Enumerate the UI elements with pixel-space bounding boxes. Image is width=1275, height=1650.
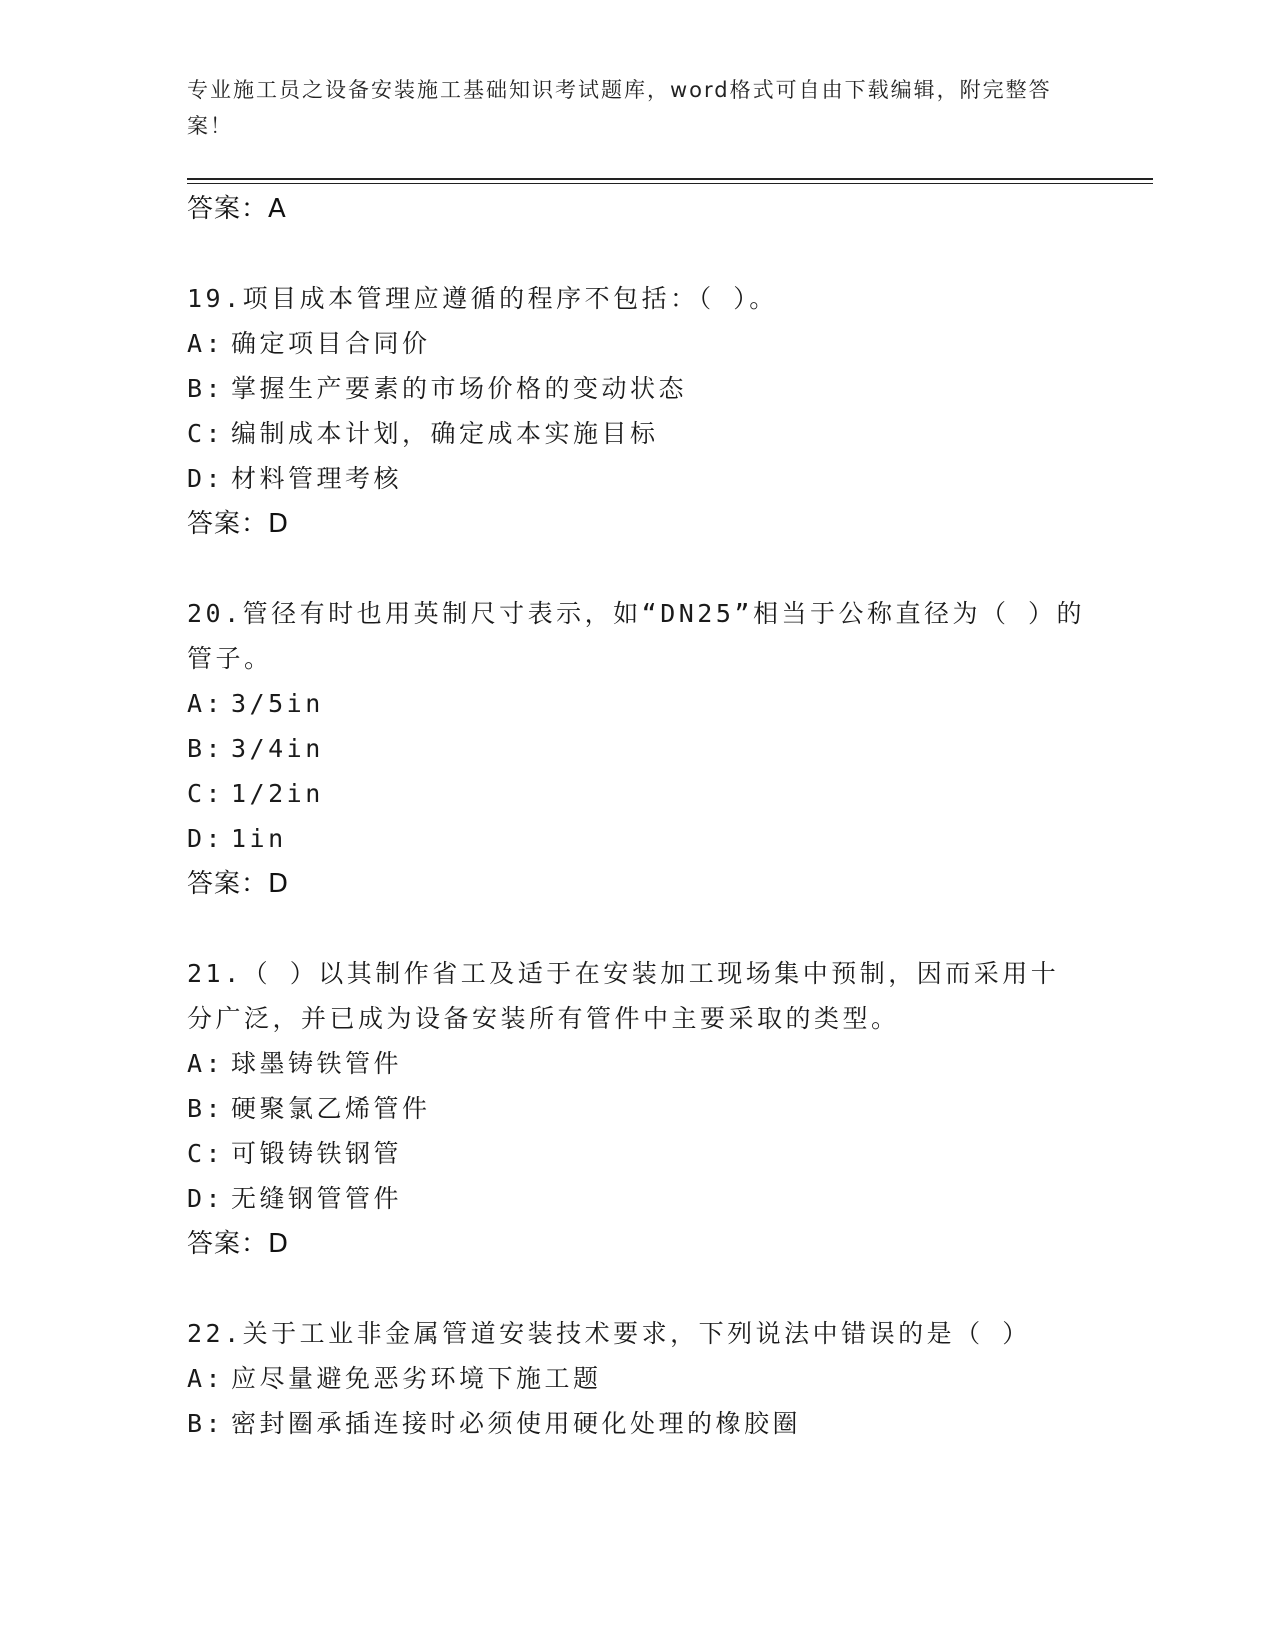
option-label: D: [187, 824, 225, 853]
question-22 [187, 1311, 1087, 1446]
header-divider-thin [187, 183, 1153, 184]
option-label: C: [187, 1139, 225, 1168]
option-label: A: [187, 689, 225, 718]
option-label: C: [187, 779, 225, 808]
option-label: D: [187, 1184, 225, 1213]
answer: 答案：D [187, 509, 290, 539]
option-a [187, 1356, 1087, 1401]
option-text: 球墨铸铁管件 [231, 1049, 403, 1078]
option-text: 编制成本计划，确定成本实施目标 [231, 419, 659, 448]
option-label: B: [187, 374, 225, 403]
option-b [187, 1401, 1087, 1446]
option-d [187, 1176, 1087, 1221]
option-b [187, 726, 1087, 771]
option-text: 密封圈承插连接时必须使用硬化处理的橡胶圈 [231, 1409, 802, 1438]
question-20 [187, 591, 1087, 907]
option-label: D: [187, 464, 225, 493]
option-d [187, 816, 1087, 861]
option-c [187, 771, 1087, 816]
answer: 答案：D [187, 869, 290, 899]
option-text: 无缝钢管管件 [231, 1184, 403, 1213]
option-label: C: [187, 419, 225, 448]
option-a [187, 1041, 1087, 1086]
option-text: 3/5in [231, 689, 324, 718]
header-divider-thick [187, 178, 1153, 180]
option-text: 材料管理考核 [231, 464, 403, 493]
question-text: 19.项目成本管理应遵循的程序不包括：（ ）。 [187, 284, 778, 313]
answer: 答案：D [187, 1229, 290, 1259]
question-19 [187, 276, 1087, 547]
document-header: 专业施工员之设备安装施工基础知识考试题库，word格式可自由下载编辑，附完整答案！ [187, 78, 1052, 138]
option-text: 1/2in [231, 779, 324, 808]
previous-answer: 答案：A [187, 194, 287, 224]
option-label: B: [187, 1409, 225, 1438]
option-text: 掌握生产要素的市场价格的变动状态 [231, 374, 688, 403]
option-label: B: [187, 1094, 225, 1123]
option-label: A: [187, 1049, 225, 1078]
question-text: 21.（ ）以其制作省工及适于在安装加工现场集中预制，因而采用十分广泛，并已成为设备安装所有管件中主要采取的类型。 [187, 959, 1060, 1033]
option-a [187, 321, 1087, 366]
option-text: 3/4in [231, 734, 324, 763]
option-label: A: [187, 329, 225, 358]
option-text: 1in [231, 824, 287, 853]
option-c [187, 1131, 1087, 1176]
option-b [187, 366, 1087, 411]
option-label: B: [187, 734, 225, 763]
question-list [187, 186, 1087, 1446]
option-a [187, 681, 1087, 726]
option-text: 硬聚氯乙烯管件 [231, 1094, 431, 1123]
option-d [187, 456, 1087, 501]
question-21 [187, 951, 1087, 1267]
option-b [187, 1086, 1087, 1131]
option-c [187, 411, 1087, 456]
option-text: 应尽量避免恶劣环境下施工题 [231, 1364, 602, 1393]
option-text: 可锻铸铁钢管 [231, 1139, 403, 1168]
question-text: 22.关于工业非金属管道安装技术要求，下列说法中错误的是（ ） [187, 1319, 1031, 1348]
option-text: 确定项目合同价 [231, 329, 431, 358]
question-text: 20.管径有时也用英制尺寸表示，如“DN25”相当于公称直径为（ ）的管子。 [187, 599, 1086, 673]
option-label: A: [187, 1364, 225, 1393]
